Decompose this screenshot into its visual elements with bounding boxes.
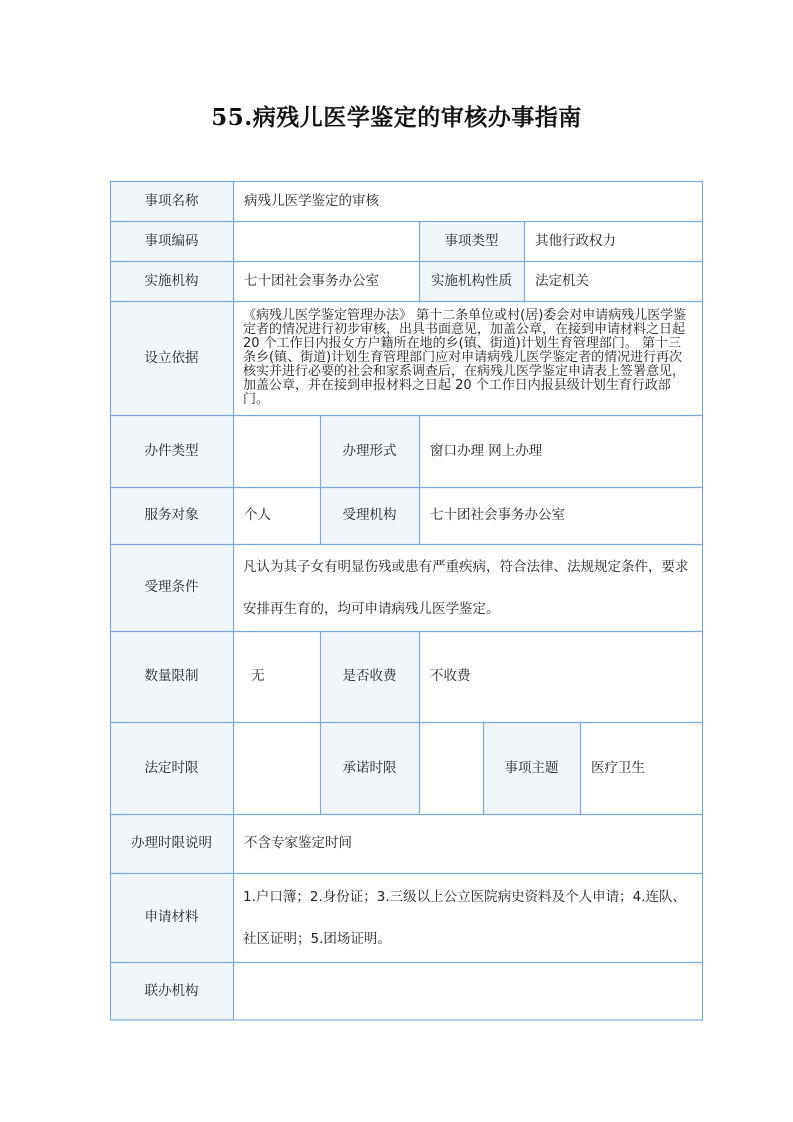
quantity-label: 数量限制 [110, 631, 233, 722]
item-type-label: 事项类型 [419, 221, 524, 261]
basis-value: 《病残儿医学鉴定管理办法》 第十二条单位或村(居)委会对申请病残儿医学鉴定者的情况进行初步审核，出具书面意见，加盖公章，在接到申请材料之日起 20 个工作日内报女方户籍所在地的乡(镇、街道)计划生育管理部门。 第十三条乡(镇、街道)计划生育管理部门应对申请病残儿医学鉴定者的情况进行再次核实并进行必要的社会和家系调查后，在病残儿医学鉴定申请表上签署意见，加盖公章，并在接到申报材料之日起 20 个工作日内报县级计划生育行政部门。 [243, 308, 687, 407]
agency-label: 实施机构 [110, 261, 233, 301]
promise-limit-label: 承诺时限 [320, 722, 419, 814]
basis-label: 设立依据 [110, 301, 233, 415]
theme-value: 医疗卫生 [591, 759, 645, 776]
conditions-value: 凡认为其子女有明显伤残或患有严重疾病，符合法律、法规规定条件，要求安排再生育的，均可申请病残儿医学鉴定。 [243, 558, 689, 617]
conditions-label: 受理条件 [110, 544, 233, 631]
quantity-value: 无 [251, 668, 265, 685]
agency-value: 七十团社会事务办公室 [244, 272, 379, 289]
item-code-label: 事项编码 [110, 221, 233, 261]
time-note-label: 办理时限说明 [110, 814, 233, 873]
handle-form-value: 窗口办理 网上办理 [430, 442, 543, 459]
theme-label: 事项主题 [483, 722, 580, 814]
agency-nature-value: 法定机关 [535, 272, 589, 289]
materials-value: 1.户口簿；2.身份证；3.三级以上公立医院病史资料及个人申请；4.连队、社区证明；5.团场证明。 [243, 888, 687, 947]
service-object-label: 服务对象 [110, 487, 233, 544]
materials-label: 申请材料 [110, 873, 233, 962]
handle-form-label: 办理形式 [320, 415, 419, 487]
page-title: 55.病残儿医学鉴定的审核办事指南 [211, 104, 582, 131]
item-name-label: 事项名称 [110, 181, 233, 221]
case-type-value [233, 415, 320, 487]
promise-limit-value [419, 722, 483, 814]
item-name-value: 病残儿医学鉴定的审核 [244, 192, 379, 209]
time-note-value: 不含专家鉴定时间 [244, 835, 352, 852]
legal-limit-label: 法定时限 [110, 722, 233, 814]
fee-value: 不收费 [430, 668, 471, 685]
item-code-value [233, 221, 419, 261]
service-object-value: 个人 [244, 507, 271, 524]
case-type-label: 办件类型 [110, 415, 233, 487]
accept-agency-label: 受理机构 [320, 487, 419, 544]
accept-agency-value: 七十团社会事务办公室 [430, 507, 565, 524]
legal-limit-value [233, 722, 320, 814]
joint-agency-value [233, 962, 702, 1020]
item-type-value: 其他行政权力 [535, 232, 616, 249]
agency-nature-label: 实施机构性质 [419, 261, 524, 301]
joint-agency-label: 联办机构 [110, 962, 233, 1020]
fee-label: 是否收费 [320, 631, 419, 722]
